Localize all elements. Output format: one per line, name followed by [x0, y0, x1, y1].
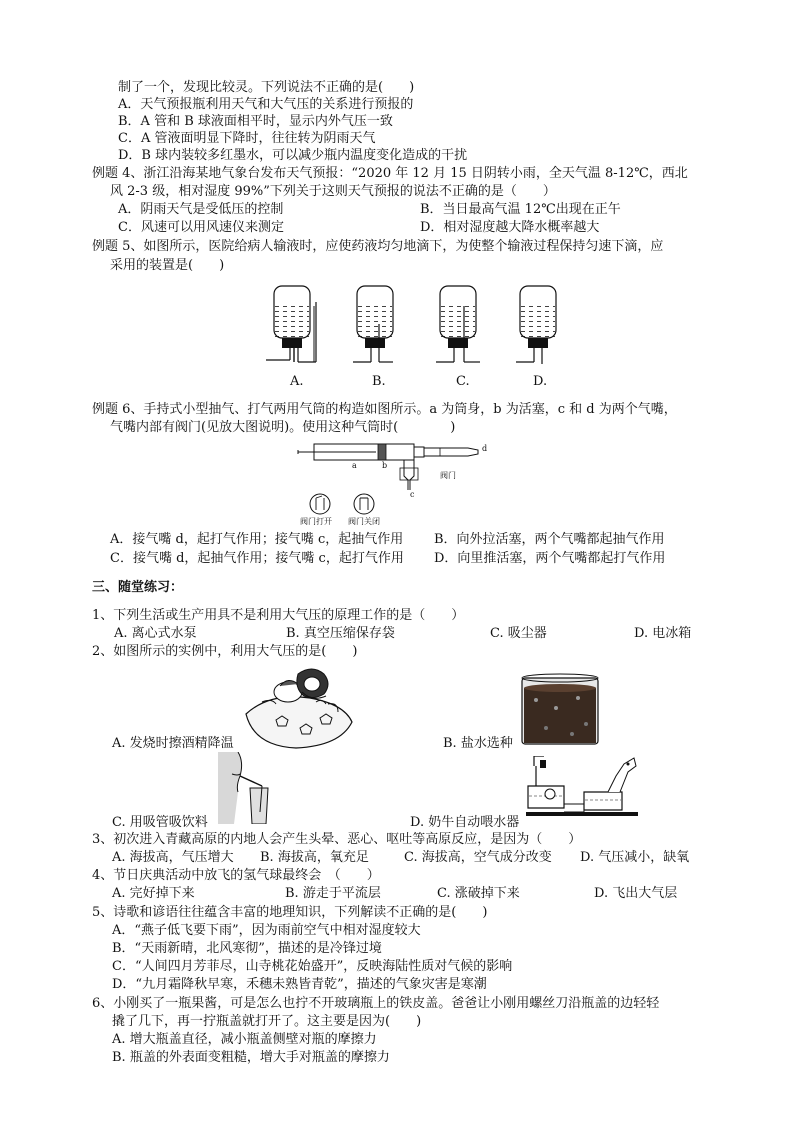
option-b: B．A 管和 B 球液面相平时，显示内外气压一致: [118, 114, 393, 129]
option-b: B．当日最高气温 12℃出现在正午: [420, 202, 621, 217]
option-c: C．接气嘴 d，起抽气作用；接气嘴 c，起打气作用: [110, 551, 404, 566]
option-a: A．天气预报瓶利用天气和大气压的关系进行预报的: [118, 97, 414, 112]
pump-label-closed: 阀门关闭: [348, 517, 380, 526]
option-c: C．“人间四月芳菲尽，山寺桃花始盛开”，反映海陆性质对气候的影响: [112, 959, 513, 974]
option-d: D. 电冰箱: [634, 626, 692, 641]
option-d: D. 飞出大气层: [594, 886, 678, 901]
cow-waterer-illustration: [524, 756, 640, 818]
pump-label-b: b: [382, 461, 388, 470]
iv-label-a: A.: [290, 374, 304, 389]
option-a: A. 发烧时擦酒精降温: [112, 736, 234, 751]
option-b: B. 真空压缩保存袋: [286, 626, 395, 641]
option-b: B．“天雨新晴，北风寒彻”，描述的是冷锋过境: [112, 941, 382, 956]
option-a: A. 海拔高，气压增大: [112, 850, 234, 865]
iv-bottle-d: [516, 286, 556, 364]
option-a: A．阴雨天气是受低压的控制: [118, 202, 284, 217]
section-heading: 三、随堂练习：: [92, 580, 184, 595]
exercise-6-text: 撬了几下，再一拧瓶盖就打开了。这主要是因为( ): [112, 1014, 422, 1029]
iv-label-b: B.: [372, 374, 386, 389]
option-b: B. 海拔高，氧充足: [260, 850, 369, 865]
iv-bottle-c: [436, 286, 480, 362]
option-d: D．“九月霜降秋早寒，禾穗未熟皆青乾”，描述的气象灾害是寒潮: [112, 977, 487, 992]
salt-water-beaker-illustration: [516, 668, 606, 748]
q-text-line: 制了一个，发现比较灵。下列说法不正确的是( ): [118, 80, 415, 95]
pump-label-valve: 阀门: [440, 471, 456, 480]
option-c: C. 吸尘器: [490, 626, 547, 641]
iv-label-d: D.: [533, 374, 548, 389]
iv-bottle-b: [353, 286, 393, 362]
exercise-2: 2、如图所示的实例中，利用大气压的是( ): [92, 644, 358, 659]
example-6-title: 例题 6、手持式小型抽气、打气两用气筒的构造如图所示。a 为筒身，b 为活塞，c 和 d 为两个气嘴，: [92, 402, 677, 417]
option-d: D．相对湿度越大降水概率越大: [420, 220, 600, 235]
option-d: D. 气压减小，缺氧: [580, 850, 690, 865]
option-a: A. 完好掉下来: [112, 886, 195, 901]
option-a: A. 增大瓶盖直径，减小瓶盖侧壁对瓶的摩擦力: [112, 1032, 377, 1047]
option-a: A．“燕子低飞要下雨”，因为雨前空气中相对湿度较大: [112, 923, 421, 938]
option-c: C. 海拔高，空气成分改变: [404, 850, 552, 865]
pump-figure: [296, 436, 496, 528]
fever-child-illustration: [240, 662, 358, 750]
option-b: B．向外拉活塞，两个气嘴都起抽气作用: [434, 532, 665, 547]
option-a: A. 离心式水泵: [114, 626, 197, 641]
exercise-6: 6、小刚买了一瓶果酱，可是怎么也拧不开玻璃瓶上的铁皮盖。爸爸让小刚用螺丝刀沿瓶盖的边轻轻: [92, 996, 660, 1011]
pump-label-open: 阀门打开: [300, 517, 332, 526]
pump-label-c: c: [410, 490, 415, 499]
option-c: C. 涨破掉下来: [437, 886, 520, 901]
straw-drinking-illustration: [218, 752, 276, 824]
option-c: C．A 管液面明显下降时，往往转为阴雨天气: [118, 131, 376, 146]
option-b: B. 瓶盖的外表面变粗糙，增大手对瓶盖的摩擦力: [112, 1050, 390, 1065]
option-b: B. 游走于平流层: [285, 886, 381, 901]
example-5-text: 采用的装置是( ): [110, 258, 225, 273]
exercise-3: 3、初次进入青藏高原的内地人会产生头晕、恶心、呕吐等高原反应，是因为（ ）: [92, 832, 582, 847]
example-5-title: 例题 5、如图所示，医院给病人输液时，应使药液均匀地滴下，为使整个输液过程保持匀速下滴，应: [92, 239, 664, 254]
option-a: A．接气嘴 d，起打气作用；接气嘴 c，起抽气作用: [110, 532, 404, 547]
option-d: D. 奶牛自动喂水器: [410, 815, 520, 830]
option-d: D．B 球内装较多红墨水，可以减少瓶内温度变化造成的干扰: [118, 148, 468, 163]
option-c: C．风速可以用风速仪来测定: [118, 220, 284, 235]
pump-label-a: a: [352, 461, 357, 470]
option-c: C. 用吸管吸饮料: [112, 815, 208, 830]
exercise-1: 1、下列生活或生产用具不是利用大气压的原理工作的是（ ）: [92, 608, 465, 623]
pump-label-d: d: [482, 444, 488, 453]
iv-bottles-figure: [262, 284, 562, 374]
example-6-text: 气嘴内部有阀门(见放大图说明)。使用这种气筒时( ): [110, 420, 456, 435]
exercise-4: 4、节日庆典活动中放飞的氢气球最终会 （ ）: [92, 868, 380, 883]
option-b: B. 盐水选种: [443, 736, 513, 751]
option-d: D．向里推活塞，两个气嘴都起打气作用: [434, 551, 666, 566]
exercise-5: 5、诗歌和谚语往往蕴含丰富的地理知识，下列解读不正确的是( ): [92, 905, 488, 920]
example-4-title: 例题 4、浙江沿海某地气象台发布天气预报：“2020 年 12 月 15 日阴转小雨，全天气温 8-12℃，西北: [92, 166, 688, 181]
iv-label-c: C.: [456, 374, 470, 389]
example-4-text: 风 2-3 级，相对湿度 99%”下列关于这则天气预报的说法不正确的是（ ）: [110, 184, 556, 199]
iv-bottle-a: [266, 286, 316, 362]
